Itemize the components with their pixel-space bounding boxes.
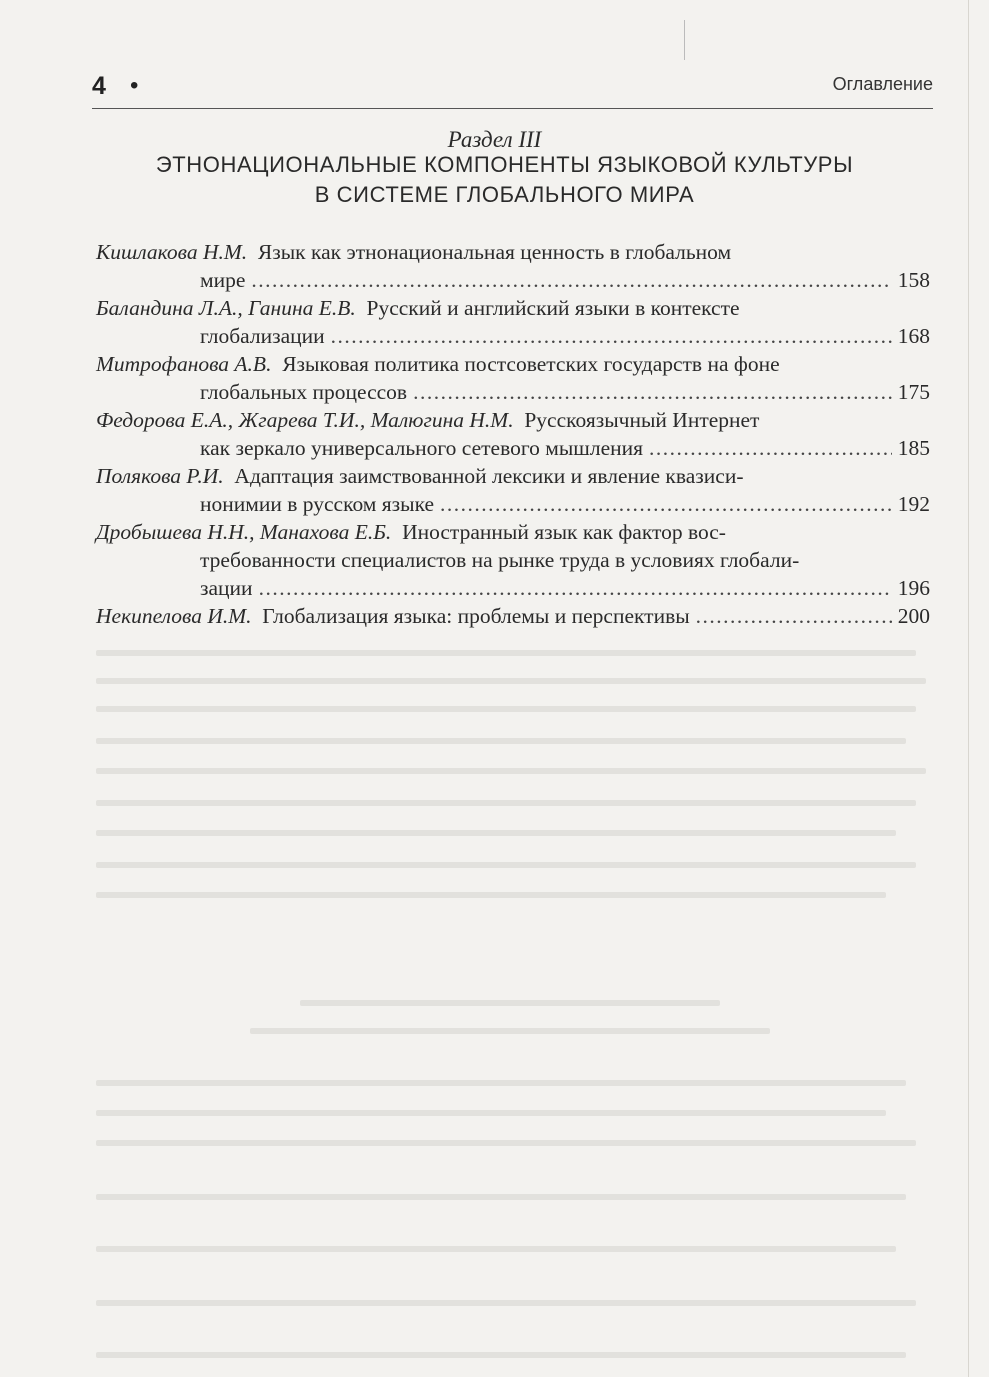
toc-authors: Некипелова И.М. [96,604,252,628]
bleed-through-line [250,1028,770,1034]
bleed-through-line [96,830,896,836]
toc-line [96,406,930,434]
dot-leader [251,266,891,294]
toc-line [96,574,930,602]
bullet-icon: • [130,72,139,99]
section-title-line: В СИСТЕМЕ ГЛОБАЛЬНОГО МИРА [314,182,695,207]
toc-title: глобализации [200,324,325,348]
toc-page-number: 158 [897,268,930,292]
page-number: 4 [92,72,106,100]
dot-leader [440,490,892,518]
toc-line [96,490,930,518]
bleed-through-line [96,1300,916,1306]
bleed-through-line [96,678,926,684]
toc-line [96,322,930,350]
toc-line [96,462,930,490]
toc-line [96,266,930,294]
bleed-through-line [96,768,926,774]
running-header [92,72,933,109]
toc-page-number: 175 [897,380,930,404]
toc-page-number: 168 [897,324,930,348]
toc-line [96,350,930,378]
bleed-through-line [300,1000,720,1006]
bleed-through-line [96,892,886,898]
toc-title: Иностранный язык как фактор вос- [402,520,726,544]
dot-leader [649,434,892,462]
bleed-rule [684,20,685,60]
toc-title: глобальных процессов [200,380,408,404]
bleed-through-line [96,1110,886,1116]
bleed-through-line [96,1140,916,1146]
toc-list [96,238,930,630]
bleed-through-line [96,1352,906,1358]
toc-page-number: 200 [897,604,930,628]
bleed-through-line [96,862,916,868]
toc-page-number: 196 [897,576,930,600]
toc-page-number: 185 [897,436,930,460]
toc-line [96,238,930,266]
toc-line [96,378,930,406]
toc-title: Адаптация заимствованной лексики и явление квазиси- [234,464,744,488]
toc-authors: Полякова Р.И. [96,464,224,488]
toc-line [96,434,930,462]
toc-line [96,602,930,630]
running-title: Оглавление [832,74,933,94]
toc-line [96,294,930,322]
toc-entry[interactable] [96,350,930,406]
toc-entry[interactable] [96,518,930,602]
toc-title: Язык как этнонациональная ценность в глобальном [257,240,732,264]
toc-entry[interactable] [96,294,930,350]
toc-entry[interactable] [96,602,930,630]
toc-title: требованности специалистов на рынке труда в условиях глобали- [200,548,800,572]
toc-line [96,546,930,574]
bleed-through-line [96,800,916,806]
dot-leader [413,378,892,406]
dot-leader [331,322,892,350]
toc-entry[interactable] [96,238,930,294]
bleed-through-line [96,738,906,744]
toc-title: мире [200,268,246,292]
toc-line [96,518,930,546]
toc-authors: Митрофанова А.В. [96,352,272,376]
toc-title: Русский и английский языки в контексте [366,296,740,320]
toc-title: как зеркало универсального сетевого мышления [200,436,644,460]
toc-entry[interactable] [96,406,930,462]
bleed-through-line [96,1246,896,1252]
toc-line-text [96,602,690,630]
bleed-through-line [96,706,916,712]
toc-title: Глобализация языка: проблемы и перспективы [262,604,690,628]
dot-leader [696,602,892,630]
section-title [100,150,909,210]
toc-entry[interactable] [96,462,930,518]
toc-title: нонимии в русском языке [200,492,435,516]
bleed-through-line [96,1194,906,1200]
bleed-through-line [96,1080,906,1086]
bleed-through-line [96,650,916,656]
toc-authors: Дробышева Н.Н., Манахова Е.Б. [96,520,392,544]
page-edge [968,0,969,1377]
toc-title: Языковая политика постсоветских государств на фоне [282,352,780,376]
section-title-line: ЭТНОНАЦИОНАЛЬНЫЕ КОМПОНЕНТЫ ЯЗЫКОВОЙ КУЛЬТУРЫ [155,152,854,177]
toc-title: Русскоязычный Интернет [524,408,760,432]
section-label: Раздел III [447,127,542,152]
toc-authors: Баландина Л.А., Ганина Е.В. [96,296,356,320]
toc-title: зации [200,576,253,600]
dot-leader [259,574,892,602]
toc-authors: Кишлакова Н.М. [96,240,248,264]
toc-authors: Федорова Е.А., Жгарева Т.И., Малюгина Н.М. [96,408,514,432]
toc-page-number: 192 [897,492,930,516]
